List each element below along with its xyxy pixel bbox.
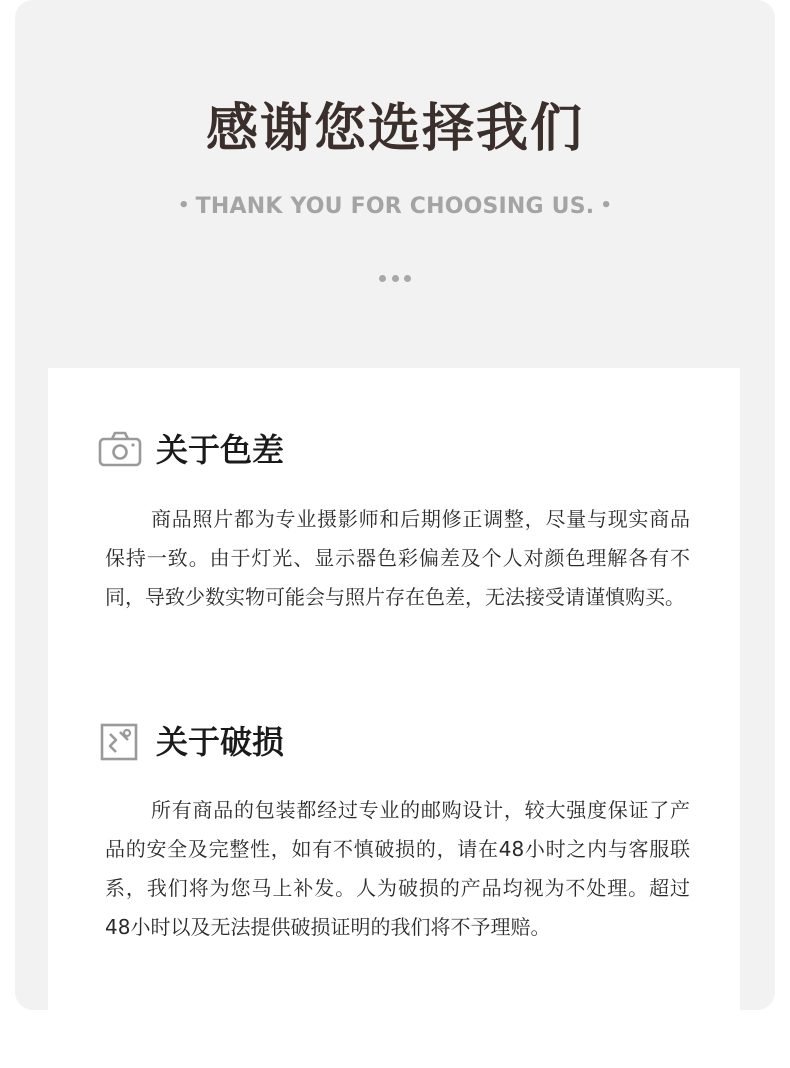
section-heading: 关于色差 [156,431,285,469]
page-subtitle [0,194,790,219]
section-damage-header [48,720,740,764]
camera-icon [98,430,142,470]
bullet-right: • [600,195,613,216]
section-heading: 关于破损 [156,723,285,761]
ellipsis-dot [404,275,411,282]
ellipsis-divider [379,275,411,283]
section-color-difference-header [48,428,740,472]
broken-package-icon [98,722,142,762]
content-card [48,368,740,1068]
ellipsis-dot [379,275,386,282]
section-damage-body: 所有商品的包装都经过专业的邮购设计，较大强度保证了产品的安全及完整性，如有不慎破损的，请在48小时之内与客服联系，我们将为您马上补发。人为破损的产品均视为不处理。超过48小时以及无法提供破损证明的我们将不予理赔。 [105,798,690,939]
section-color-difference-body: 商品照片都为专业摄影师和后期修正调整，尽量与现实商品保持一致。由于灯光、显示器色彩偏差及个人对颜色理解各有不同，导致少数实物可能会与照片存在色差，无法接受请谨慎购买。 [105,507,690,609]
ellipsis-dot [392,275,399,282]
subtitle-text: THANK YOU FOR CHOOSING US. [195,194,595,219]
bullet-left: • [177,195,190,216]
page-title: 感谢您选择我们 [205,99,584,159]
